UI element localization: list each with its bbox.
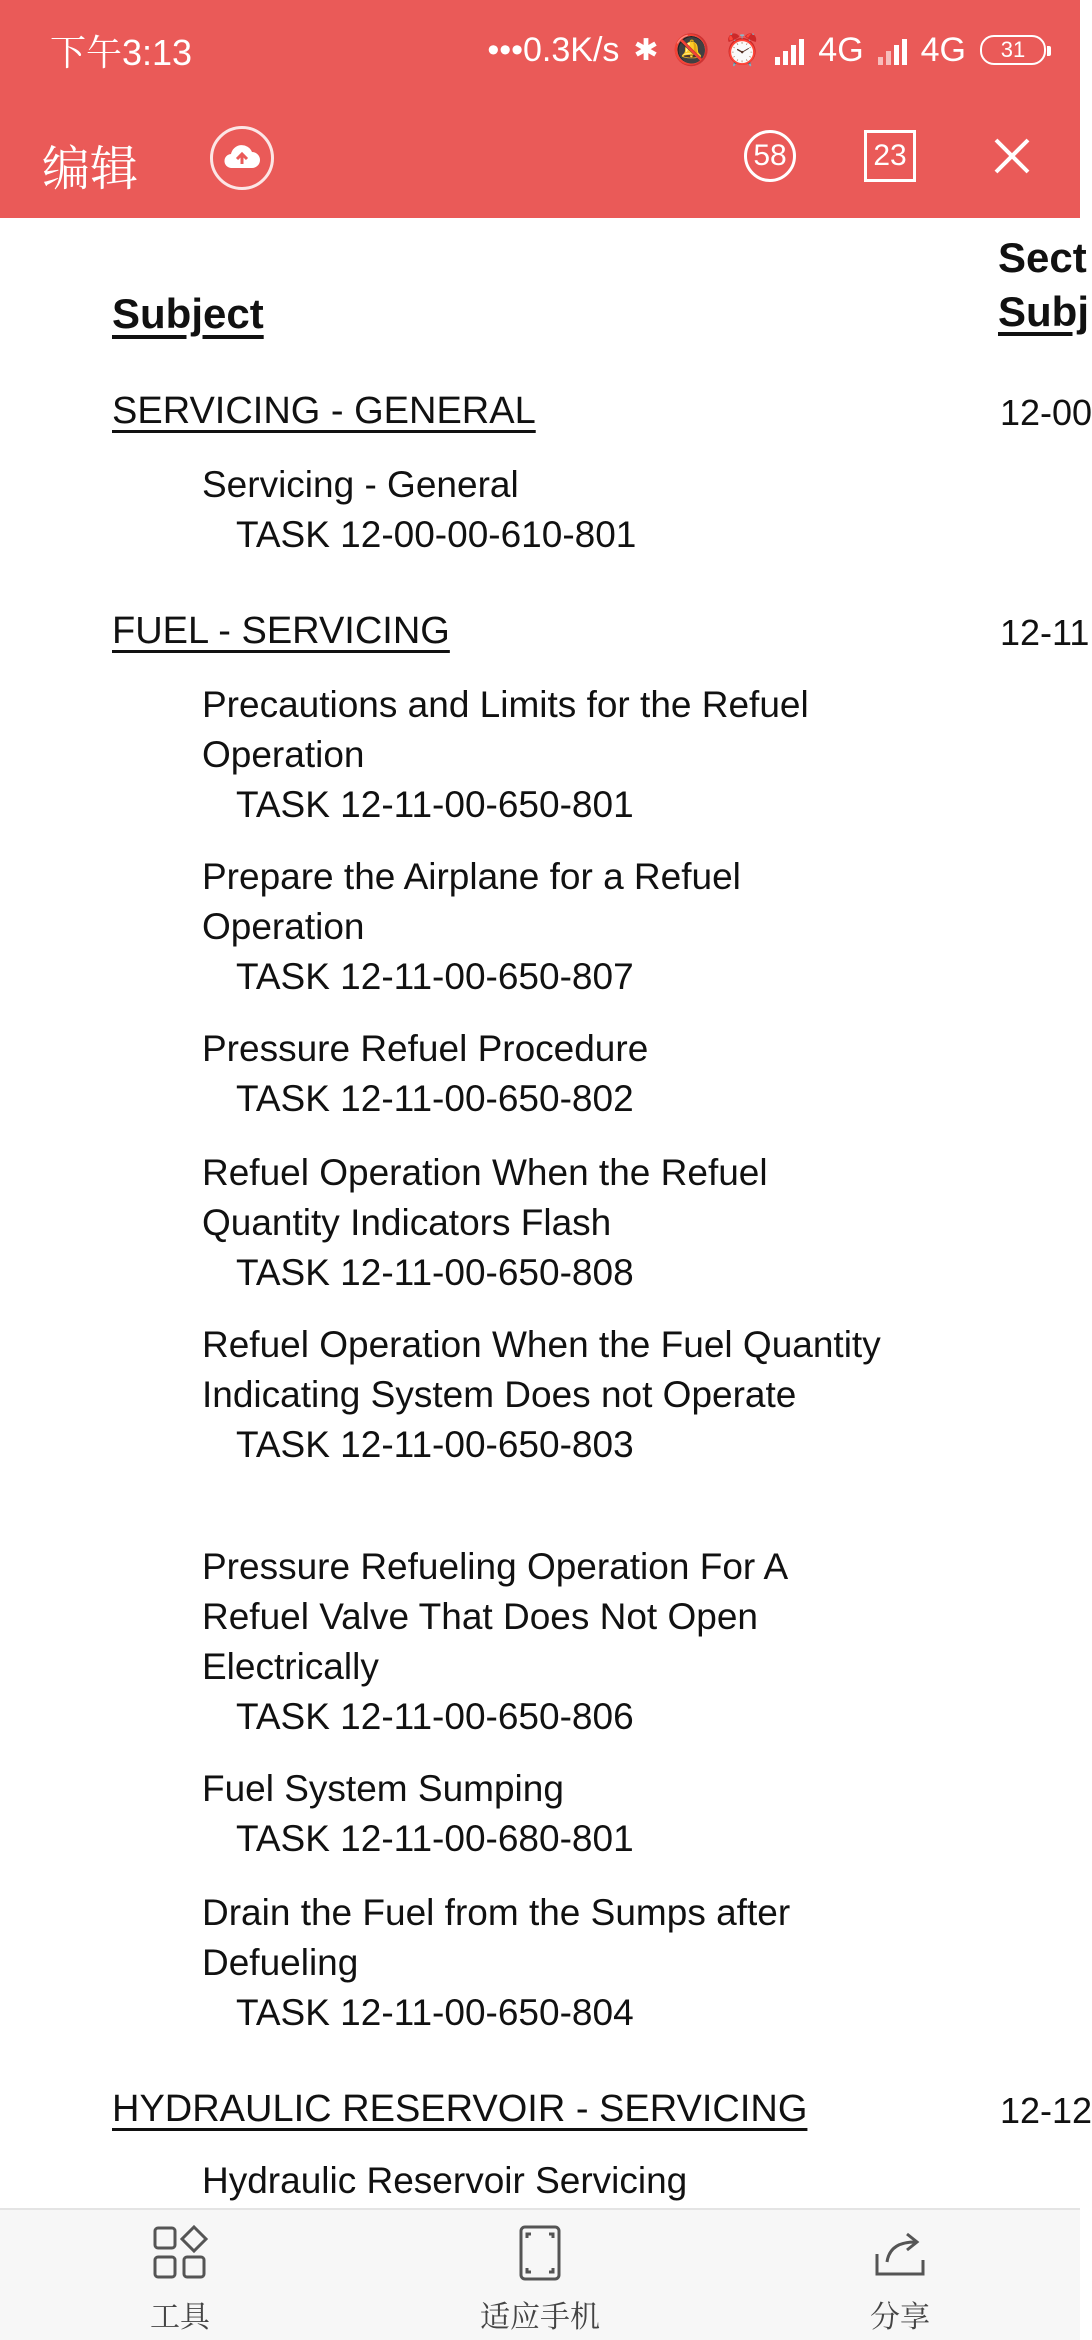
hd-signal-icon xyxy=(775,35,804,65)
cloud-upload-icon[interactable] xyxy=(210,126,274,190)
share-button[interactable] xyxy=(800,2224,1000,2336)
entry-title: Precautions and Limits for the Refuel Operation xyxy=(202,684,809,775)
entry-task: TASK 12-11-00-650-802 xyxy=(236,1078,634,1119)
status-indicators xyxy=(487,31,1046,70)
section-code: 12-00 xyxy=(1000,392,1092,433)
close-icon[interactable] xyxy=(990,134,1034,178)
alarm-icon: ⏰ xyxy=(723,33,762,67)
section-title: FUEL - SERVICING xyxy=(112,610,450,652)
share-label: 分享 xyxy=(870,2301,930,2334)
subject-column-header: Subj xyxy=(998,288,1089,335)
entry-title: Refuel Operation When the Fuel Quantity Indicating System Does not Operate xyxy=(202,1324,881,1415)
entry-task: TASK 12-11-00-650-806 xyxy=(236,1696,634,1737)
subject-header: Subject xyxy=(112,290,264,337)
tools-label: 工具 xyxy=(150,2301,210,2334)
signal-2-label: 4G xyxy=(920,30,966,69)
list-item xyxy=(202,2156,902,2206)
battery-icon xyxy=(980,35,1046,65)
tab-count: 23 xyxy=(873,139,907,172)
list-item xyxy=(202,680,902,830)
entry-task: TASK 12-11-00-680-801 xyxy=(236,1818,634,1859)
section-column-header: Sect xyxy=(998,234,1087,281)
entry-task: TASK 12-00-00-610-801 xyxy=(236,514,637,555)
entry-task: TASK 12-11-00-650-808 xyxy=(236,1252,634,1293)
bottom-toolbar xyxy=(0,2208,1080,2340)
mute-icon: 🔕 xyxy=(672,33,710,67)
section-title: HYDRAULIC RESERVOIR - SERVICING xyxy=(112,2088,808,2130)
list-item xyxy=(202,1764,902,1864)
entry-title: Fuel System Sumping xyxy=(202,1768,564,1809)
page-count-button[interactable] xyxy=(744,130,796,182)
list-item xyxy=(202,460,902,560)
list-item xyxy=(202,852,902,1002)
entry-title: Pressure Refueling Operation For A Refuel Valve That Does Not Open Electrically xyxy=(202,1546,787,1687)
fit-screen-icon xyxy=(511,2224,569,2282)
tab-count-button[interactable] xyxy=(864,130,916,182)
signal-1-label: 4G xyxy=(818,30,864,69)
page-count: 58 xyxy=(753,139,787,172)
edit-button[interactable]: 编辑 xyxy=(42,143,139,196)
entry-task: TASK 12-11-00-650-807 xyxy=(236,956,634,997)
share-icon xyxy=(871,2224,929,2282)
entry-title: Refuel Operation When the Refuel Quantity Indicators Flash xyxy=(202,1152,768,1243)
entry-title: Servicing - General xyxy=(202,464,519,505)
entry-title: Pressure Refuel Procedure xyxy=(202,1028,649,1069)
entry-title: Hydraulic Reservoir Servicing xyxy=(202,2160,688,2201)
list-item xyxy=(202,1542,902,1742)
fit-screen-button[interactable] xyxy=(440,2224,640,2336)
section-code: 12-11 xyxy=(1000,612,1090,653)
net-speed: •••0.3K/s xyxy=(487,30,620,69)
status-time: 下午3:13 xyxy=(50,31,193,73)
entry-title: Prepare the Airplane for a Refuel Operation xyxy=(202,856,741,947)
entry-task: TASK 12-11-00-650-801 xyxy=(236,784,634,825)
tools-grid-icon xyxy=(151,2224,209,2282)
entry-title: Drain the Fuel from the Sumps after Defueling xyxy=(202,1892,791,1983)
status-bar xyxy=(0,0,1080,100)
document-viewer[interactable] xyxy=(0,218,1092,2208)
bluetooth-icon: ✱ xyxy=(633,33,659,67)
section-title: SERVICING - GENERAL xyxy=(112,390,536,432)
section-code: 12-12 xyxy=(1000,2090,1092,2131)
fit-screen-label: 适应手机 xyxy=(480,2301,600,2334)
list-item xyxy=(202,1148,902,1298)
entry-task: TASK 12-11-00-650-803 xyxy=(236,1424,634,1465)
battery-level: 31 xyxy=(1000,37,1026,62)
list-item xyxy=(202,1320,902,1470)
list-item xyxy=(202,1024,902,1124)
list-item xyxy=(202,1888,902,2038)
entry-task: TASK 12-11-00-650-804 xyxy=(236,1992,634,2033)
app-bar xyxy=(0,100,1080,218)
tools-button[interactable] xyxy=(80,2224,280,2336)
signal-icon xyxy=(878,35,907,65)
